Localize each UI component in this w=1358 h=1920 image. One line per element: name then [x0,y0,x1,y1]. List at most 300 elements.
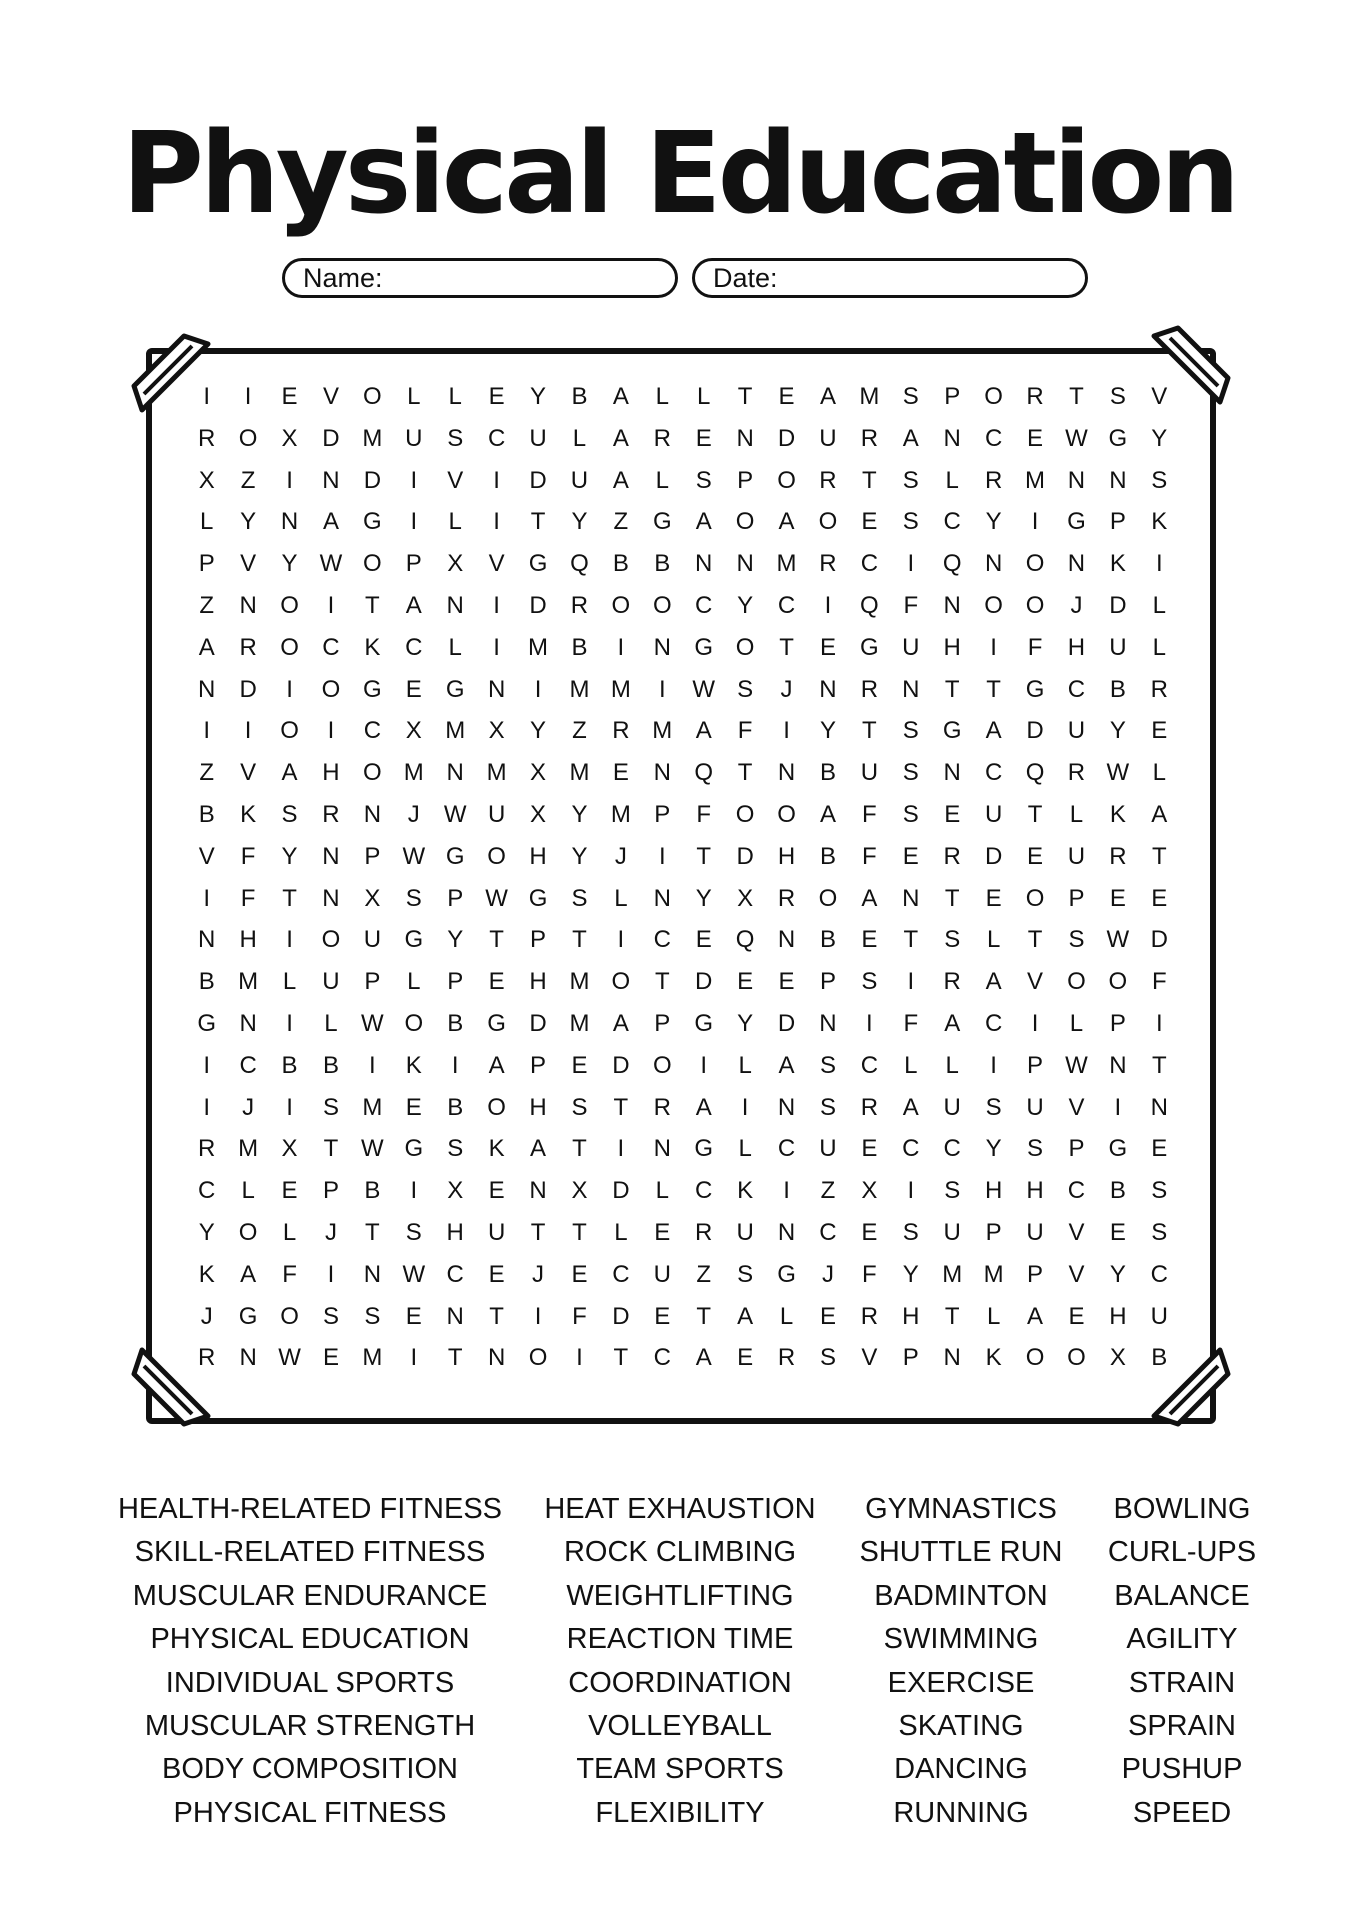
grid-letter[interactable]: E [1151,1135,1168,1163]
grid-letter[interactable]: I [907,968,915,996]
grid-letter[interactable]: K [1151,508,1168,536]
grid-letter[interactable]: A [1151,800,1168,828]
grid-letter[interactable]: B [571,383,588,410]
grid-letter[interactable]: R [777,1344,796,1372]
grid-letter[interactable]: A [902,1093,919,1121]
grid-letter[interactable]: A [488,1051,505,1079]
grid-letter[interactable]: V [1068,1260,1085,1288]
grid-letter[interactable]: P [1068,884,1085,912]
grid-letter[interactable]: Q [942,550,962,578]
grid-letter[interactable]: G [694,1009,714,1037]
grid-letter[interactable]: Y [1109,717,1126,745]
grid-letter[interactable]: G [652,508,672,536]
grid-letter[interactable]: T [1027,926,1043,954]
grid-letter[interactable]: C [695,1177,713,1205]
grid-letter[interactable]: T [572,926,587,954]
grid-letter[interactable]: U [529,424,547,452]
grid-letter[interactable]: H [984,1177,1003,1205]
grid-letter[interactable]: C [363,717,382,745]
grid-letter[interactable]: Y [985,508,1002,536]
grid-letter[interactable]: F [862,800,877,828]
grid-letter[interactable]: T [530,1218,546,1246]
grid-letter[interactable]: E [405,1093,422,1121]
grid-letter[interactable]: G [694,1135,714,1163]
grid-letter[interactable]: F [696,800,712,828]
grid-letter[interactable]: G [238,1302,258,1330]
grid-letter[interactable]: A [198,633,215,661]
grid-letter[interactable]: D [777,424,796,452]
grid-letter[interactable]: M [610,800,631,828]
grid-letter[interactable]: E [1151,717,1168,745]
grid-letter[interactable]: L [448,383,462,410]
grid-letter[interactable]: H [1109,1302,1127,1330]
grid-letter[interactable]: T [737,383,753,410]
grid-letter[interactable]: S [944,926,961,954]
grid-letter[interactable]: O [1108,968,1128,996]
grid-letter[interactable]: G [860,633,879,661]
grid-letter[interactable]: B [612,550,629,578]
grid-letter[interactable]: A [530,1135,547,1163]
grid-letter[interactable]: T [654,968,670,996]
grid-letter[interactable]: O [238,1218,258,1246]
grid-letter[interactable]: P [1109,508,1126,536]
grid-letter[interactable]: K [240,800,257,828]
grid-letter[interactable]: U [487,1218,506,1246]
grid-letter[interactable]: H [446,1218,464,1246]
grid-letter[interactable]: W [443,800,467,828]
grid-letter[interactable]: I [203,717,211,745]
grid-letter[interactable]: A [778,1051,795,1079]
grid-letter[interactable]: I [783,1177,790,1205]
grid-letter[interactable]: R [612,717,630,745]
grid-letter[interactable]: I [327,717,335,745]
grid-letter[interactable]: B [1109,675,1126,703]
grid-letter[interactable]: I [493,466,500,494]
grid-letter[interactable]: S [447,1135,464,1163]
grid-letter[interactable]: R [1067,759,1086,787]
grid-letter[interactable]: R [777,884,796,912]
grid-letter[interactable]: I [617,633,625,661]
grid-letter[interactable]: R [1109,842,1127,870]
grid-letter[interactable]: O [487,1093,506,1121]
grid-letter[interactable]: U [322,968,340,996]
grid-letter[interactable]: T [696,1302,712,1330]
grid-letter[interactable]: L [986,926,1001,954]
grid-letter[interactable]: W [319,550,343,578]
grid-letter[interactable]: M [528,633,549,661]
grid-letter[interactable]: X [737,884,754,912]
grid-letter[interactable]: O [984,383,1003,410]
grid-letter[interactable]: V [861,1344,878,1372]
grid-letter[interactable]: V [1151,383,1168,410]
grid-letter[interactable]: I [493,508,500,536]
grid-letter[interactable]: M [610,675,631,703]
grid-letter[interactable]: J [200,1302,213,1330]
grid-letter[interactable]: I [369,1051,376,1079]
grid-letter[interactable]: H [777,842,796,870]
grid-letter[interactable]: B [819,926,836,954]
grid-letter[interactable]: L [614,884,628,912]
grid-letter[interactable]: R [570,591,589,619]
grid-letter[interactable]: N [902,884,920,912]
grid-letter[interactable]: U [1026,1218,1044,1246]
grid-letter[interactable]: B [447,1009,464,1037]
grid-letter[interactable]: O [818,884,838,912]
grid-letter[interactable]: P [1027,1260,1044,1288]
grid-letter[interactable]: D [1150,926,1168,954]
grid-letter[interactable]: I [203,884,211,912]
grid-letter[interactable]: M [859,383,880,410]
grid-letter[interactable]: B [1109,1177,1126,1205]
grid-letter[interactable]: C [943,508,961,536]
grid-letter[interactable]: K [488,1135,505,1163]
grid-letter[interactable]: S [902,717,919,745]
grid-letter[interactable]: G [1108,424,1128,452]
grid-letter[interactable]: P [447,884,464,912]
grid-letter[interactable]: L [1152,591,1166,619]
grid-letter[interactable]: B [198,968,215,996]
grid-letter[interactable]: R [1026,383,1044,410]
grid-letter[interactable]: T [986,675,1001,703]
grid-letter[interactable]: U [1026,1093,1044,1121]
grid-letter[interactable]: I [824,591,832,619]
grid-letter[interactable]: Y [571,800,588,828]
grid-letter[interactable]: O [1067,968,1086,996]
grid-letter[interactable]: L [904,1051,918,1079]
grid-letter[interactable]: R [860,1302,879,1330]
grid-letter[interactable]: I [1155,1009,1163,1037]
grid-letter[interactable]: A [819,383,836,410]
grid-letter[interactable]: U [653,1260,671,1288]
grid-letter[interactable]: X [488,717,505,745]
grid-letter[interactable]: I [617,926,625,954]
grid-letter[interactable]: Z [240,466,256,494]
grid-letter[interactable]: M [776,550,797,578]
grid-letter[interactable]: K [364,633,381,661]
grid-letter[interactable]: P [819,968,836,996]
grid-letter[interactable]: U [1067,717,1086,745]
grid-letter[interactable]: W [485,884,508,912]
grid-letter[interactable]: N [819,1009,837,1037]
grid-letter[interactable]: A [612,383,629,410]
date-field[interactable] [692,258,1088,298]
grid-letter[interactable]: O [238,424,258,452]
grid-letter[interactable]: E [281,383,298,410]
grid-letter[interactable]: T [1069,383,1084,410]
grid-letter[interactable]: E [571,1051,588,1079]
grid-letter[interactable]: X [281,424,298,452]
grid-letter[interactable]: E [488,1177,505,1205]
grid-letter[interactable]: J [324,1218,337,1246]
grid-letter[interactable]: D [777,1009,796,1037]
grid-letter[interactable]: G [445,675,465,703]
grid-letter[interactable]: C [1150,1260,1168,1288]
grid-letter[interactable]: E [405,675,422,703]
grid-letter[interactable]: N [653,759,671,787]
grid-letter[interactable]: O [280,717,299,745]
grid-letter[interactable]: Y [530,383,547,410]
grid-letter[interactable]: N [198,926,216,954]
grid-letter[interactable]: S [819,1051,836,1079]
grid-letter[interactable]: I [244,717,252,745]
grid-letter[interactable]: G [487,1009,506,1037]
grid-letter[interactable]: A [861,884,878,912]
grid-letter[interactable]: T [572,1135,587,1163]
grid-letter[interactable]: C [695,591,713,619]
grid-letter[interactable]: L [407,383,421,410]
grid-letter[interactable]: T [737,759,753,787]
grid-letter[interactable]: A [902,424,919,452]
grid-letter[interactable]: R [653,424,671,452]
grid-letter[interactable]: G [694,633,714,661]
grid-letter[interactable]: L [655,383,669,410]
grid-letter[interactable]: Q [860,591,879,619]
grid-letter[interactable]: F [903,591,919,619]
grid-letter[interactable]: F [1151,968,1167,996]
grid-letter[interactable]: Y [198,1218,215,1246]
grid-letter[interactable]: N [984,550,1003,578]
grid-letter[interactable]: S [1151,1218,1168,1246]
grid-letter[interactable]: L [200,508,214,536]
grid-letter[interactable]: W [361,1009,384,1037]
grid-letter[interactable]: D [1026,717,1044,745]
grid-letter[interactable]: L [945,1051,959,1079]
grid-letter[interactable]: I [203,1093,211,1121]
grid-letter[interactable]: X [198,466,215,494]
grid-letter[interactable]: F [862,842,877,870]
grid-letter[interactable]: O [777,466,796,494]
grid-letter[interactable]: Y [281,842,298,870]
grid-letter[interactable]: E [902,842,919,870]
grid-letter[interactable]: T [613,1093,629,1121]
grid-letter[interactable]: N [446,759,464,787]
grid-letter[interactable]: C [984,424,1003,452]
grid-letter[interactable]: X [530,800,547,828]
grid-letter[interactable]: E [861,1135,878,1163]
grid-letter[interactable]: F [903,1009,919,1037]
grid-letter[interactable]: E [612,759,629,787]
grid-letter[interactable]: B [198,800,215,828]
grid-letter[interactable]: U [1109,633,1127,661]
grid-letter[interactable]: R [819,466,837,494]
grid-letter[interactable]: I [327,591,335,619]
grid-letter[interactable]: M [1025,466,1046,494]
grid-letter[interactable]: A [695,1344,712,1372]
grid-letter[interactable]: N [322,466,340,494]
grid-letter[interactable]: Z [613,508,629,536]
grid-letter[interactable]: E [819,633,836,661]
grid-letter[interactable]: A [985,717,1002,745]
grid-letter[interactable]: K [737,1177,754,1205]
grid-letter[interactable]: S [695,466,712,494]
grid-letter[interactable]: Y [571,508,588,536]
grid-letter[interactable]: G [363,675,382,703]
grid-letter[interactable]: P [985,1218,1002,1246]
grid-letter[interactable]: N [653,633,671,661]
grid-letter[interactable]: G [1067,508,1086,536]
grid-letter[interactable]: O [404,1009,424,1037]
grid-letter[interactable]: V [1068,1093,1085,1121]
grid-letter[interactable]: J [1070,591,1083,619]
grid-letter[interactable]: S [985,1093,1002,1121]
grid-letter[interactable]: G [942,717,962,745]
grid-letter[interactable]: E [488,1260,505,1288]
grid-letter[interactable]: F [1027,633,1043,661]
grid-letter[interactable]: O [611,591,631,619]
grid-letter[interactable]: S [819,1093,836,1121]
grid-letter[interactable]: E [737,968,754,996]
grid-letter[interactable]: N [487,1344,506,1372]
grid-letter[interactable]: L [779,1302,794,1330]
grid-letter[interactable]: N [943,759,961,787]
grid-letter[interactable]: U [902,633,920,661]
grid-letter[interactable]: T [323,1135,339,1163]
grid-letter[interactable]: Y [1151,424,1168,452]
grid-letter[interactable]: L [282,968,297,996]
grid-letter[interactable]: D [695,968,713,996]
grid-letter[interactable]: N [280,508,299,536]
grid-letter[interactable]: C [860,550,879,578]
grid-letter[interactable]: J [242,1093,255,1121]
grid-letter[interactable]: R [1150,675,1168,703]
grid-letter[interactable]: V [1027,968,1044,996]
grid-letter[interactable]: Y [240,508,257,536]
grid-letter[interactable]: R [819,550,837,578]
grid-letter[interactable]: T [944,675,960,703]
grid-letter[interactable]: N [777,926,796,954]
grid-letter[interactable]: S [902,759,919,787]
grid-letter[interactable]: F [737,717,753,745]
grid-letter[interactable]: E [1027,424,1044,452]
grid-letter[interactable]: R [860,1093,879,1121]
grid-letter[interactable]: F [282,1260,297,1288]
grid-letter[interactable]: W [692,675,716,703]
grid-letter[interactable]: X [405,717,422,745]
grid-letter[interactable]: W [1065,1051,1088,1079]
grid-letter[interactable]: U [363,926,382,954]
grid-letter[interactable]: F [240,842,256,870]
grid-letter[interactable]: K [405,1051,422,1079]
grid-letter[interactable]: O [487,842,506,870]
grid-letter[interactable]: O [280,1302,299,1330]
grid-letter[interactable]: X [530,759,547,787]
grid-letter[interactable]: N [695,550,713,578]
grid-letter[interactable]: A [737,1302,754,1330]
grid-letter[interactable]: M [983,1260,1004,1288]
grid-letter[interactable]: S [571,884,588,912]
grid-letter[interactable]: E [861,926,878,954]
grid-letter[interactable]: Y [447,926,464,954]
grid-letter[interactable]: L [572,424,587,452]
grid-letter[interactable]: W [278,1344,301,1372]
grid-letter[interactable]: V [240,759,257,787]
grid-letter[interactable]: U [984,800,1003,828]
grid-letter[interactable]: G [528,550,548,578]
grid-letter[interactable]: Y [902,1260,919,1288]
grid-letter[interactable]: B [819,842,836,870]
grid-letter[interactable]: I [451,1051,459,1079]
grid-letter[interactable]: I [990,1051,997,1079]
grid-letter[interactable]: T [1151,842,1167,870]
grid-letter[interactable]: O [280,633,299,661]
grid-letter[interactable]: D [612,1302,630,1330]
grid-letter[interactable]: R [860,675,879,703]
grid-letter[interactable]: M [362,424,383,452]
name-field[interactable] [282,258,678,298]
grid-letter[interactable]: H [529,1093,547,1121]
grid-letter[interactable]: A [405,591,422,619]
grid-letter[interactable]: B [447,1093,464,1121]
grid-letter[interactable]: C [1067,675,1086,703]
grid-letter[interactable]: P [1068,1135,1085,1163]
grid-letter[interactable]: C [777,1135,796,1163]
grid-letter[interactable]: C [984,1009,1003,1037]
grid-letter[interactable]: G [404,1135,424,1163]
grid-letter[interactable]: N [529,1177,547,1205]
grid-letter[interactable]: C [777,591,796,619]
grid-letter[interactable]: V [198,842,215,870]
grid-letter[interactable]: R [322,800,340,828]
grid-letter[interactable]: O [280,591,299,619]
grid-letter[interactable]: Y [737,591,754,619]
grid-letter[interactable]: N [1109,1051,1127,1079]
grid-letter[interactable]: I [327,1260,335,1288]
grid-letter[interactable]: I [658,842,666,870]
grid-letter[interactable]: L [945,466,959,494]
grid-letter[interactable]: N [239,591,257,619]
grid-letter[interactable]: D [529,466,547,494]
grid-letter[interactable]: O [652,1051,672,1079]
grid-letter[interactable]: L [738,1135,752,1163]
grid-letter[interactable]: Y [985,1135,1002,1163]
grid-letter[interactable]: V [488,550,505,578]
grid-letter[interactable]: I [658,675,666,703]
grid-letter[interactable]: R [984,466,1003,494]
grid-letter[interactable]: C [819,1218,837,1246]
grid-letter[interactable]: U [819,1135,837,1163]
grid-letter[interactable]: I [1031,1009,1039,1037]
grid-letter[interactable]: O [321,675,341,703]
grid-letter[interactable]: T [489,926,504,954]
grid-letter[interactable]: D [239,675,257,703]
grid-letter[interactable]: S [447,424,464,452]
grid-letter[interactable]: T [862,717,877,745]
grid-letter[interactable]: X [281,1135,298,1163]
grid-letter[interactable]: O [1025,591,1045,619]
grid-letter[interactable]: A [612,1009,629,1037]
grid-letter[interactable]: H [322,759,340,787]
grid-letter[interactable]: W [361,1135,384,1163]
grid-letter[interactable]: P [1027,1051,1044,1079]
grid-letter[interactable]: M [486,759,507,787]
grid-letter[interactable]: T [282,884,297,912]
grid-letter[interactable]: B [654,550,671,578]
grid-letter[interactable]: H [529,842,547,870]
grid-letter[interactable]: E [695,424,712,452]
grid-letter[interactable]: P [902,1344,919,1372]
grid-letter[interactable]: A [819,800,836,828]
grid-letter[interactable]: M [569,759,590,787]
grid-letter[interactable]: C [984,759,1003,787]
grid-letter[interactable]: U [860,759,879,787]
grid-letter[interactable]: V [1068,1218,1085,1246]
grid-letter[interactable]: T [696,842,712,870]
grid-letter[interactable]: A [281,759,298,787]
grid-letter[interactable]: S [1027,1135,1044,1163]
grid-letter[interactable]: S [902,800,919,828]
grid-letter[interactable]: E [1151,884,1168,912]
grid-letter[interactable]: U [943,1218,961,1246]
